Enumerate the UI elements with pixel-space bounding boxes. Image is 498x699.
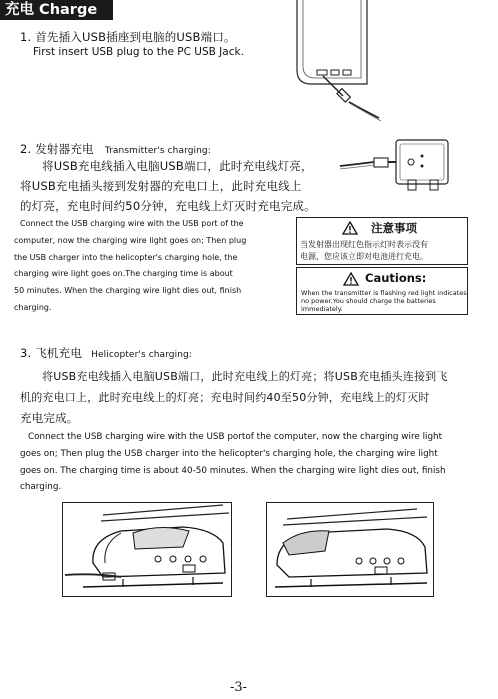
cautions-box-en	[296, 267, 468, 315]
step3-zh-line: 充电完成。	[20, 411, 79, 425]
helicopter-figure-left	[62, 502, 232, 597]
step2-heading-en: Transmitter's charging:	[104, 146, 211, 156]
helicopter-charging-illustration	[63, 503, 231, 596]
notice-title-zh: 注意事项	[371, 221, 417, 235]
notice-box-zh	[296, 217, 468, 265]
step2-en-line: Connect the USB charging wire with the USB port of the	[20, 219, 244, 228]
step2-en-line: charging wire light goes on.The charging time is about	[14, 269, 233, 278]
step3-heading-zh: 3. 飞机充电	[20, 346, 83, 360]
warning-triangle-icon	[342, 220, 358, 239]
step3-zh-line: 机的充电口上，此时充电线上的灯亮；充电时间约40至50分钟，充电线上的灯灭时	[20, 391, 430, 404]
step3-en-line: Connect the USB charging wire with the USB portof the computer, now the charging wire light	[28, 432, 443, 442]
helicopter-charging-illustration	[267, 503, 433, 596]
cautions-title-en: Cautions:	[365, 271, 427, 285]
step3-en-line: goes on. The charging time is about 40-50 minutes. When the charging wire light dies out, finish	[20, 466, 446, 476]
step2-en-line: charging.	[14, 303, 52, 312]
cautions-text-en: When the transmitter is flashing red light indicates	[301, 289, 467, 297]
step3-heading-en: Helicopter's charging:	[91, 350, 192, 360]
notice-text-zh: 当发射器出现红色指示灯时表示没有	[300, 240, 428, 249]
page-number: -3-	[230, 680, 248, 695]
notice-text-zh: 电源，您应该立即对电池进行充电。	[300, 252, 428, 261]
cautions-text-en: immediately.	[301, 305, 343, 313]
step3-en-line: charging.	[20, 482, 62, 492]
transmitter-illustration	[338, 136, 456, 198]
cautions-text-en: no power.You should charge the batteries	[301, 297, 436, 305]
warning-triangle-icon	[343, 271, 359, 290]
pc-usb-illustration	[283, 0, 398, 125]
step2-en-line: computer, now the charging wire light goes on; Then plug	[14, 236, 247, 245]
section-header: 充电 Charge	[0, 0, 113, 20]
step3-en-line: goes on; Then plug the USB charger into the helicopter's charging hole, the charging wire light	[20, 449, 438, 459]
step1-en: First insert USB plug to the PC USB Jack.	[33, 46, 244, 58]
step2-heading	[20, 138, 211, 157]
step3-zh-line: 将USB充电线插入电脑USB端口，此时充电线上的灯亮；将USB充电插头连接到飞	[42, 370, 448, 383]
step2-en-line: 50 minutes. When the charging wire light dies out, finish	[14, 286, 242, 295]
helicopter-figure-right	[266, 502, 434, 597]
step2-zh-line: 将USB充电插头接到发射器的充电口上，此时充电线上	[20, 179, 302, 193]
step2-zh-line: 将USB充电线插入电脑USB端口，此时充电线灯亮，	[42, 159, 313, 173]
step3-heading	[20, 342, 192, 361]
step2-zh-line: 的灯亮，充电时间约50分钟，充电线上灯灭时充电完成。	[20, 199, 316, 213]
step2-en-line: the USB charger into the helicopter's charging hole, the	[14, 253, 238, 262]
step2-heading-zh: 2. 发射器充电	[20, 142, 94, 156]
step1-zh: 1. 首先插入USB插座到电脑的USB端口。	[20, 30, 236, 44]
